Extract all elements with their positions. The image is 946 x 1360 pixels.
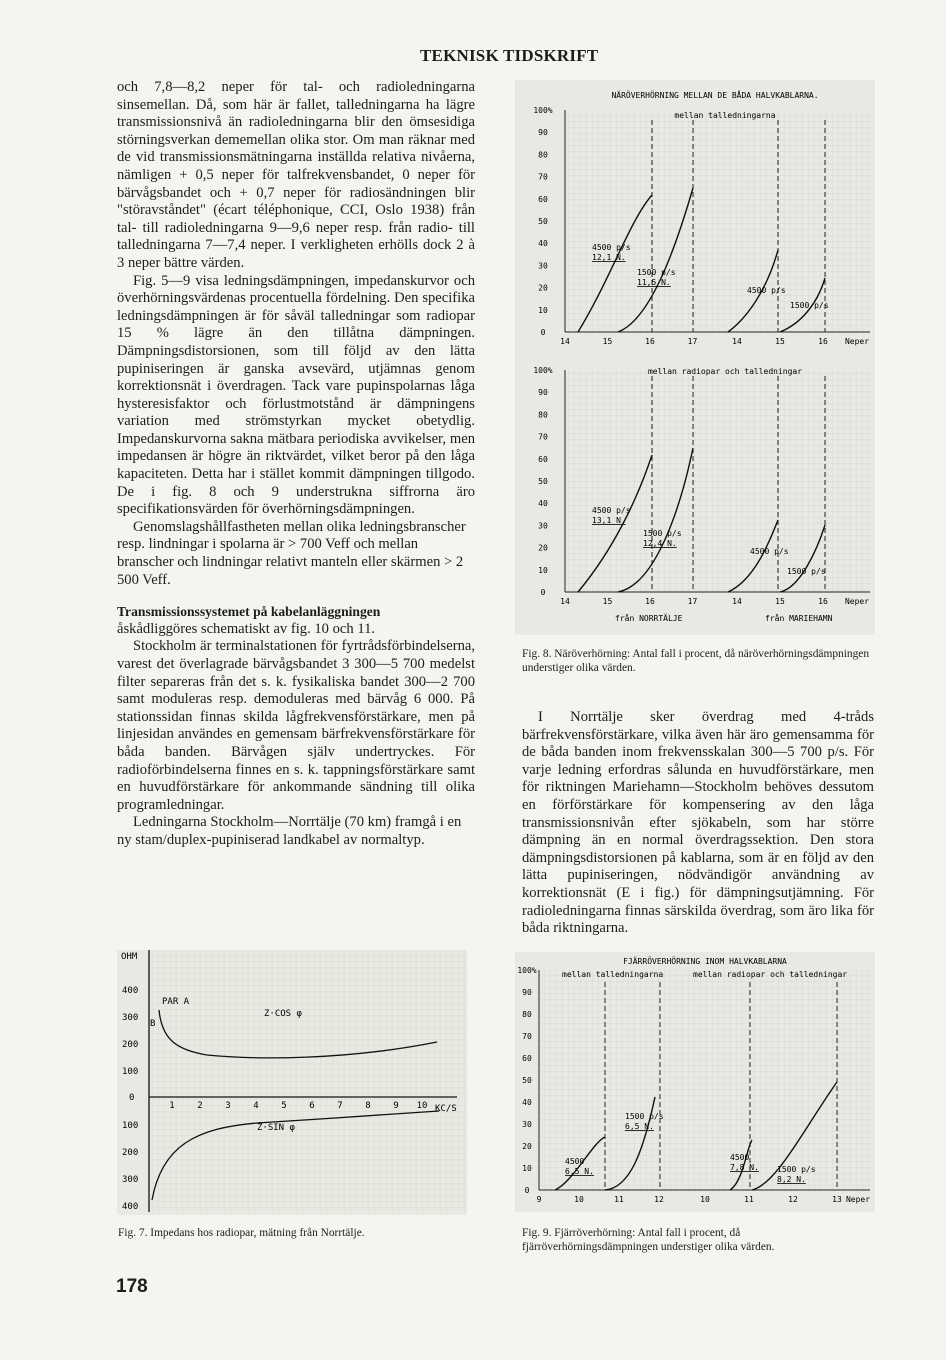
fig9-xtick: 9 bbox=[536, 1195, 542, 1204]
paragraph: Stockholm är terminalstationen för fyrtrådsförbindelserna, varest det överlagrade bärvågsbandet 3 300—5 700 medelst filter separeras från det s. k. fysikaliska bandet 300—2 700 samt moduleras resp. demoduleras med bärvåg 6 000. På stationssidan finnas skilda lågfrekvensförstärkare, men på linjesidan användes en gemensam bärfrekvensförstärkare för båda banden. Bärvågen själv undertryckes. För radioförbindelserna finnes en s. k. tappningsförstärkare samt en huvudförstärkare för ankommande sändning till olika programledningar. bbox=[117, 638, 475, 813]
fig8-label: 12,4 N. bbox=[643, 539, 677, 548]
fig7-label-cos: Z·COS φ bbox=[264, 1009, 302, 1019]
fig8-ytick: 100% bbox=[533, 106, 553, 115]
section-heading: Transmissionssystemet på kabelanläggningen bbox=[117, 604, 381, 620]
fig8-label: 4500 p/s bbox=[750, 547, 789, 556]
fig8-ytick: 70 bbox=[538, 172, 548, 182]
fig8-xtick: 15 bbox=[602, 597, 613, 606]
paragraph: åskådliggöres schematiskt av fig. 10 och 11. bbox=[117, 620, 376, 637]
fig9-title: FJÄRRÖVERHÖRNING INOM HALVKABLARNA bbox=[623, 957, 787, 966]
fig9-ytick: 70 bbox=[522, 1032, 532, 1041]
fig8-neper: Neper bbox=[844, 597, 870, 606]
fig9-xtick: 10 bbox=[574, 1195, 584, 1204]
paragraph: Fig. 5—9 visa ledningsdämpningen, impedanskurvor och överhörningsvärdenas procentuella fördelning. Den specifika ledningsdämpningen är för såväl talledningar som radiopar 15 % lägre än den tillåtna dämpningen. Dämpningsdistorsionen, som till följd av den lätta pupiniseringen är ganska avsevärd, utjämnas genom korrektionsnät i överdragen. Tack vare pupinspolarnas låga hysteresisfaktor och förlustmotstånd är dämpningens variation med strömstyrkan mycket obetydlig. Impedanskurvorna sakna mätbara periodiska avvikelser, men impedansen är högre än riktvärdet, vilket beror på den låga kapaciteten. Detta har i stället kommit dämpningen tillgodo. De i fig. 8 och 9 understrukna siffrorna äro specifikationsvärden för överhörningsdämpningen. bbox=[117, 272, 475, 518]
fig8-ytick: 10 bbox=[538, 565, 548, 575]
fig8-top-subtitle: mellan talledningarna bbox=[674, 111, 776, 120]
fig9-label: 6,5 N. bbox=[565, 1167, 594, 1176]
fig9-subtitle-right: mellan radiopar och talledningar bbox=[693, 970, 848, 979]
fig7-xtick: 7 bbox=[337, 1101, 343, 1111]
figure-7-chart bbox=[117, 950, 467, 1215]
fig8-xtick: 14 bbox=[560, 597, 570, 606]
fig7-xtick: 5 bbox=[281, 1101, 287, 1111]
fig8-label: 4500 p/s bbox=[592, 506, 631, 515]
fig8-ytick: 80 bbox=[538, 150, 548, 160]
fig8-label: 4500 p/s bbox=[592, 243, 631, 252]
fig9-label: 1500 p/s bbox=[625, 1112, 664, 1121]
fig9-xtick: 13 bbox=[832, 1195, 842, 1204]
fig9-subtitle-left: mellan talledningarna bbox=[562, 970, 664, 979]
fig7-xtick: 10 bbox=[416, 1101, 428, 1111]
fig7-label-sin: Z·SIN φ bbox=[257, 1123, 295, 1133]
fig7-ytick: 200 bbox=[122, 1040, 139, 1050]
fig9-xtick: 12 bbox=[654, 1195, 664, 1204]
fig8-xtick: 14 bbox=[732, 337, 742, 346]
fig7-xtick: 1 bbox=[169, 1101, 175, 1111]
fig8-neper: Neper bbox=[844, 337, 870, 346]
fig8-label: 1500 p/s bbox=[637, 268, 676, 277]
fig8-ytick: 90 bbox=[538, 128, 548, 138]
fig8-xtick: 14 bbox=[732, 597, 742, 606]
fig8-from-left: från NORRTÄLJE bbox=[615, 614, 683, 623]
fig9-label: 4500 bbox=[565, 1157, 585, 1166]
fig8-title: NÄRÖVERHÖRNING MELLAN DE BÅDA HALVKABLARNA. bbox=[611, 91, 819, 100]
fig8-ytick: 50 bbox=[538, 217, 548, 226]
fig8-xtick: 16 bbox=[818, 597, 828, 606]
fig8-xtick: 17 bbox=[687, 597, 698, 606]
fig8-xtick: 17 bbox=[687, 337, 698, 346]
fig8-ytick: 40 bbox=[538, 499, 548, 509]
fig8-ytick: 0 bbox=[540, 588, 546, 597]
fig7-xtick: 2 bbox=[197, 1101, 203, 1111]
fig8-xtick: 15 bbox=[775, 337, 785, 346]
figure-9-caption: Fig. 9. Fjärröverhörning: Antal fall i procent, då fjärröverhörningsdämpningen understiger olika värden. bbox=[522, 1227, 775, 1253]
fig8-ytick: 70 bbox=[538, 432, 548, 442]
paragraph: och 7,8—8,2 neper för tal- och radioledningarna sinsemellan. Då, som här är fallet, talledningarna ha lägre transmissionsnivå än radioledningarna blir den ömsesidiga störningsverkan dememellan olika stor. Om man räknar med de vid transmissionsmätningarna inställda relativa nivåerna, nämligen + 0,5 neper för talfrekvensbandet, 0 neper för bärvågsbandet och + 0,7 neper för radiosändningen blir "störavståndet" (écart téléphonique, CCI, Oslo 1938) från tal- till radioledningarna 9—9,6 neper resp. från radio- till talledningarna 7—7,4 neper. I verkligheten erhölls dock 2 à 3 neper bättre värden. bbox=[117, 79, 475, 271]
fig9-ytick: 90 bbox=[522, 988, 532, 997]
page-number: 178 bbox=[116, 1276, 148, 1297]
fig8-xtick: 15 bbox=[602, 337, 613, 346]
fig7-ytick: 200 bbox=[122, 1148, 139, 1158]
fig8-xtick: 14 bbox=[560, 337, 570, 346]
fig7-xunit: KC/S bbox=[435, 1104, 457, 1114]
fig7-ytick: 300 bbox=[122, 1013, 139, 1023]
paragraph: I Norrtälje sker överdrag med 4-tråds bärfrekvensförstärkare, vilka även här äro gemensamma för de båda banden inom frekvensskalan 300—5 700 p/s. För varje ledning erfordras sålunda en huvudförstärkare, men för riktningen Mariehamn—Stockholm behöves dessutom en förförstärkare för kompensering av den låga transmissionsnivån efter sjökabeln, som har större dämpning än en normal överdragssektion. Den stora dämpningsdistorsionen på kablarna, som är en följd av den lätta pupiniseringen, nödvändigör användning av korrektionsnät (E i fig.) för dämpningsutjämning. För radioledningarna finnas särskilda överdrag, som äro lika för båda riktningarna. bbox=[522, 709, 874, 937]
fig8-label: 1500 p/s bbox=[643, 529, 682, 538]
fig7-xtick: 8 bbox=[365, 1101, 371, 1111]
figure-8-caption: Fig. 8. Näröverhörning: Antal fall i procent, då näröverhörningsdämpningen understiger olika värden. bbox=[522, 648, 870, 674]
fig8-ytick: 40 bbox=[538, 239, 548, 249]
right-text-column bbox=[522, 709, 874, 938]
fig9-neper: Neper bbox=[845, 1195, 871, 1204]
fig9-ytick: 100% bbox=[517, 966, 537, 975]
fig8-label: 1500 p/s bbox=[787, 567, 826, 576]
fig8-xtick: 16 bbox=[818, 337, 828, 346]
fig9-ytick: 0 bbox=[524, 1186, 530, 1195]
fig7-label-pair: PAR A bbox=[162, 997, 190, 1007]
fig9-label: 6,5 N. bbox=[625, 1122, 654, 1131]
fig7-ytick: 100 bbox=[122, 1121, 139, 1131]
fig8-ytick: 30 bbox=[538, 521, 548, 531]
fig7-xtick: 9 bbox=[393, 1101, 399, 1111]
fig9-xtick: 11 bbox=[614, 1195, 624, 1204]
fig9-ytick: 40 bbox=[522, 1098, 532, 1107]
fig9-ytick: 80 bbox=[522, 1010, 532, 1019]
fig9-ytick: 30 bbox=[522, 1120, 532, 1129]
fig9-label: 8,2 N. bbox=[777, 1175, 806, 1184]
fig7-ytick: 100 bbox=[122, 1067, 139, 1077]
fig8-label: 4500 p/s bbox=[747, 286, 786, 295]
fig7-xtick: 4 bbox=[253, 1101, 259, 1111]
fig9-xtick: 11 bbox=[744, 1195, 754, 1204]
fig8-ytick: 10 bbox=[538, 305, 548, 315]
fig8-bottom-subtitle: mellan radiopar och talledningar bbox=[647, 367, 803, 376]
fig9-ytick: 50 bbox=[522, 1076, 532, 1085]
fig8-ytick: 20 bbox=[538, 543, 548, 553]
fig8-xtick: 15 bbox=[775, 597, 785, 606]
fig7-ylabel: OHM bbox=[121, 952, 138, 962]
fig9-label: 4500 bbox=[730, 1153, 750, 1162]
fig8-ytick: 60 bbox=[538, 194, 548, 204]
fig9-xtick: 10 bbox=[700, 1195, 710, 1204]
fig9-label: 1500 p/s bbox=[777, 1165, 816, 1174]
fig9-label: 7,8 N. bbox=[730, 1163, 759, 1172]
fig7-zero: 0 bbox=[129, 1093, 135, 1103]
fig7-xtick: 3 bbox=[225, 1101, 231, 1111]
fig8-ytick: 90 bbox=[538, 388, 548, 398]
fig7-ytick: 400 bbox=[122, 986, 139, 996]
fig8-xtick: 16 bbox=[645, 597, 655, 606]
fig8-ytick: 50 bbox=[538, 477, 548, 486]
fig8-label: 12,1 N. bbox=[592, 253, 626, 262]
left-text-column bbox=[117, 79, 475, 850]
fig9-xtick: 12 bbox=[788, 1195, 798, 1204]
fig7-label-b: B bbox=[150, 1019, 156, 1029]
fig8-xtick: 16 bbox=[645, 337, 655, 346]
fig8-ytick: 60 bbox=[538, 454, 548, 464]
paragraph: Genomslagshållfastheten mellan olika ledningsbranscher resp. lindningar i spolarna är > 700 Veff och mellan branscher och lindningar relativt manteln eller skärmen > 2 500 Veff. bbox=[117, 518, 466, 588]
fig8-ytick: 0 bbox=[540, 328, 546, 337]
fig8-label: 11,5 N. bbox=[637, 278, 671, 287]
paragraph: Ledningarna Stockholm—Norrtälje (70 km) framgå i en ny stam/duplex-pupiniserad landkabel av normaltyp. bbox=[117, 814, 462, 848]
fig7-ytick: 300 bbox=[122, 1175, 139, 1185]
fig9-ytick: 10 bbox=[522, 1164, 532, 1173]
fig8-ytick: 100% bbox=[533, 366, 553, 375]
fig9-ytick: 60 bbox=[522, 1054, 532, 1063]
fig8-label: 13,1 N. bbox=[592, 516, 626, 525]
fig7-xtick: 6 bbox=[309, 1101, 315, 1111]
fig9-ytick: 20 bbox=[522, 1142, 532, 1151]
fig8-label: 1500 p/s bbox=[790, 301, 829, 310]
journal-header: TEKNISK TIDSKRIFT bbox=[420, 46, 599, 65]
fig7-ytick: 400 bbox=[122, 1202, 139, 1212]
fig8-ytick: 20 bbox=[538, 283, 548, 293]
fig8-ytick: 80 bbox=[538, 410, 548, 420]
figure-8-chart bbox=[515, 80, 875, 635]
figure-9-chart bbox=[515, 952, 875, 1212]
figure-7-caption: Fig. 7. Impedans hos radiopar, mätning från Norrtälje. bbox=[118, 1227, 365, 1239]
fig8-ytick: 30 bbox=[538, 261, 548, 271]
fig8-from-right: från MARIEHAMN bbox=[765, 614, 833, 623]
